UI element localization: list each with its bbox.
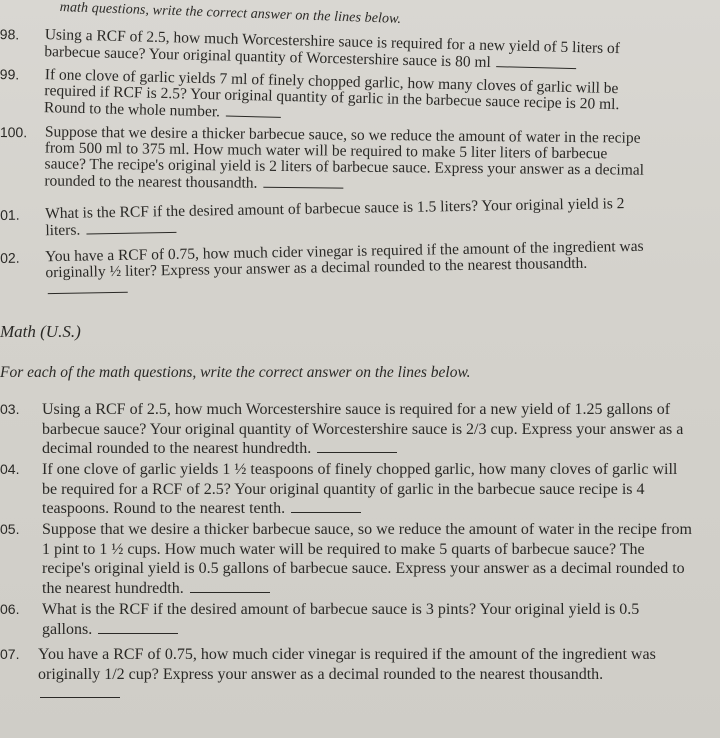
answer-line[interactable] <box>226 104 281 118</box>
answer-line[interactable] <box>40 685 120 698</box>
section-instruction: For each of the math questions, write the correct answer on the lines below. <box>0 364 471 381</box>
question-text: If one clove of garlic yields 1 ½ teaspoons of finely chopped garlic, how many cloves of garlic will be required for a RCF of 2.5? Your original quantity of garlic in the barbecue sauce recipe is 4 teaspoons. Round to the nearest tenth. <box>42 461 678 517</box>
question-number: 05. <box>0 521 20 537</box>
question-98 <box>0 26 720 71</box>
answer-line[interactable] <box>263 175 343 189</box>
answer-line[interactable] <box>98 621 178 634</box>
question-text: Using a RCF of 2.5, how much Worcestershire sauce is required for a new yield of 1.25 gallons of barbecue sauce? Your original quantity of Worcestershire sauce is 2/3 cup. Express your answer as a decimal rounded to the nearest hundredth. <box>42 401 684 457</box>
question-text: Using a RCF of 2.5, how much Worcestershire sauce is required for a new yield of 5 liters of barbecue sauce? Your original quantity of Worcestershire sauce is 80 ml <box>44 26 621 71</box>
question-number: 03. <box>0 401 20 417</box>
question-number: 02. <box>0 249 20 266</box>
question-number: 98. <box>0 26 20 43</box>
question-text: What is the RCF if the desired amount of barbecue sauce is 3 pints? Your original yield is 0.5 gallons. <box>42 601 640 638</box>
answer-line[interactable] <box>291 500 361 513</box>
answer-line[interactable] <box>190 580 270 593</box>
answer-line[interactable] <box>497 54 577 69</box>
question-102 <box>0 237 720 282</box>
question-number: 06. <box>0 601 20 617</box>
question-text: Suppose that we desire a thicker barbecue sauce, so we reduce the amount of water in the recipe from 500 ml to 375 ml. How much water will be required to make 5 liter liters of barbecue sauce? The recipe's original yield is 2 liters of barbecue sauce. Express your answer as a decimal rounded to the nearest thousandth. <box>44 123 645 192</box>
section-header: Math (U.S.) <box>0 322 81 341</box>
question-number: 07. <box>0 646 20 662</box>
question-number: 01. <box>0 206 20 223</box>
top-instruction: math questions, write the correct answer on the lines below. <box>59 0 402 27</box>
question-number: 100. <box>0 124 28 141</box>
question-text: You have a RCF of 0.75, how much cider vinegar is required if the amount of the ingredient was originally ½ liter? Express your answer as a decimal rounded to the nearest thousandth. <box>44 237 644 282</box>
question-text: Suppose that we desire a thicker barbecue sauce, so we reduce the amount of water in the recipe from 1 pint to 1 ½ cups. How much water will be required to make 5 quarts of barbecue sauce? The recipe's original yield is 0.5 gallons of barbecue sauce. Express your answer as a decimal rounded to the nearest hundredth. <box>42 521 692 597</box>
question-text: What is the RCF if the desired amount of barbecue sauce is 1.5 liters? Your original yield is 2 liters. <box>44 195 625 240</box>
question-number: 99. <box>0 66 20 83</box>
question-number: 04. <box>0 461 20 477</box>
answer-line[interactable] <box>48 280 128 294</box>
question-text: You have a RCF of 0.75, how much cider vinegar is required if the amount of the ingredient was originally 1/2 cup? Express your answer as a decimal rounded to the nearest thousandth. <box>38 646 656 683</box>
question-101 <box>0 194 720 240</box>
question-text: If one clove of garlic yields 7 ml of finely chopped garlic, how many cloves of garlic will be required if RCF is 2.5? Your original quantity of garlic in the barbecue sauce recipe is 20 ml. Round to the whole number. <box>43 66 620 121</box>
answer-line[interactable] <box>86 220 176 235</box>
answer-line[interactable] <box>317 440 397 453</box>
